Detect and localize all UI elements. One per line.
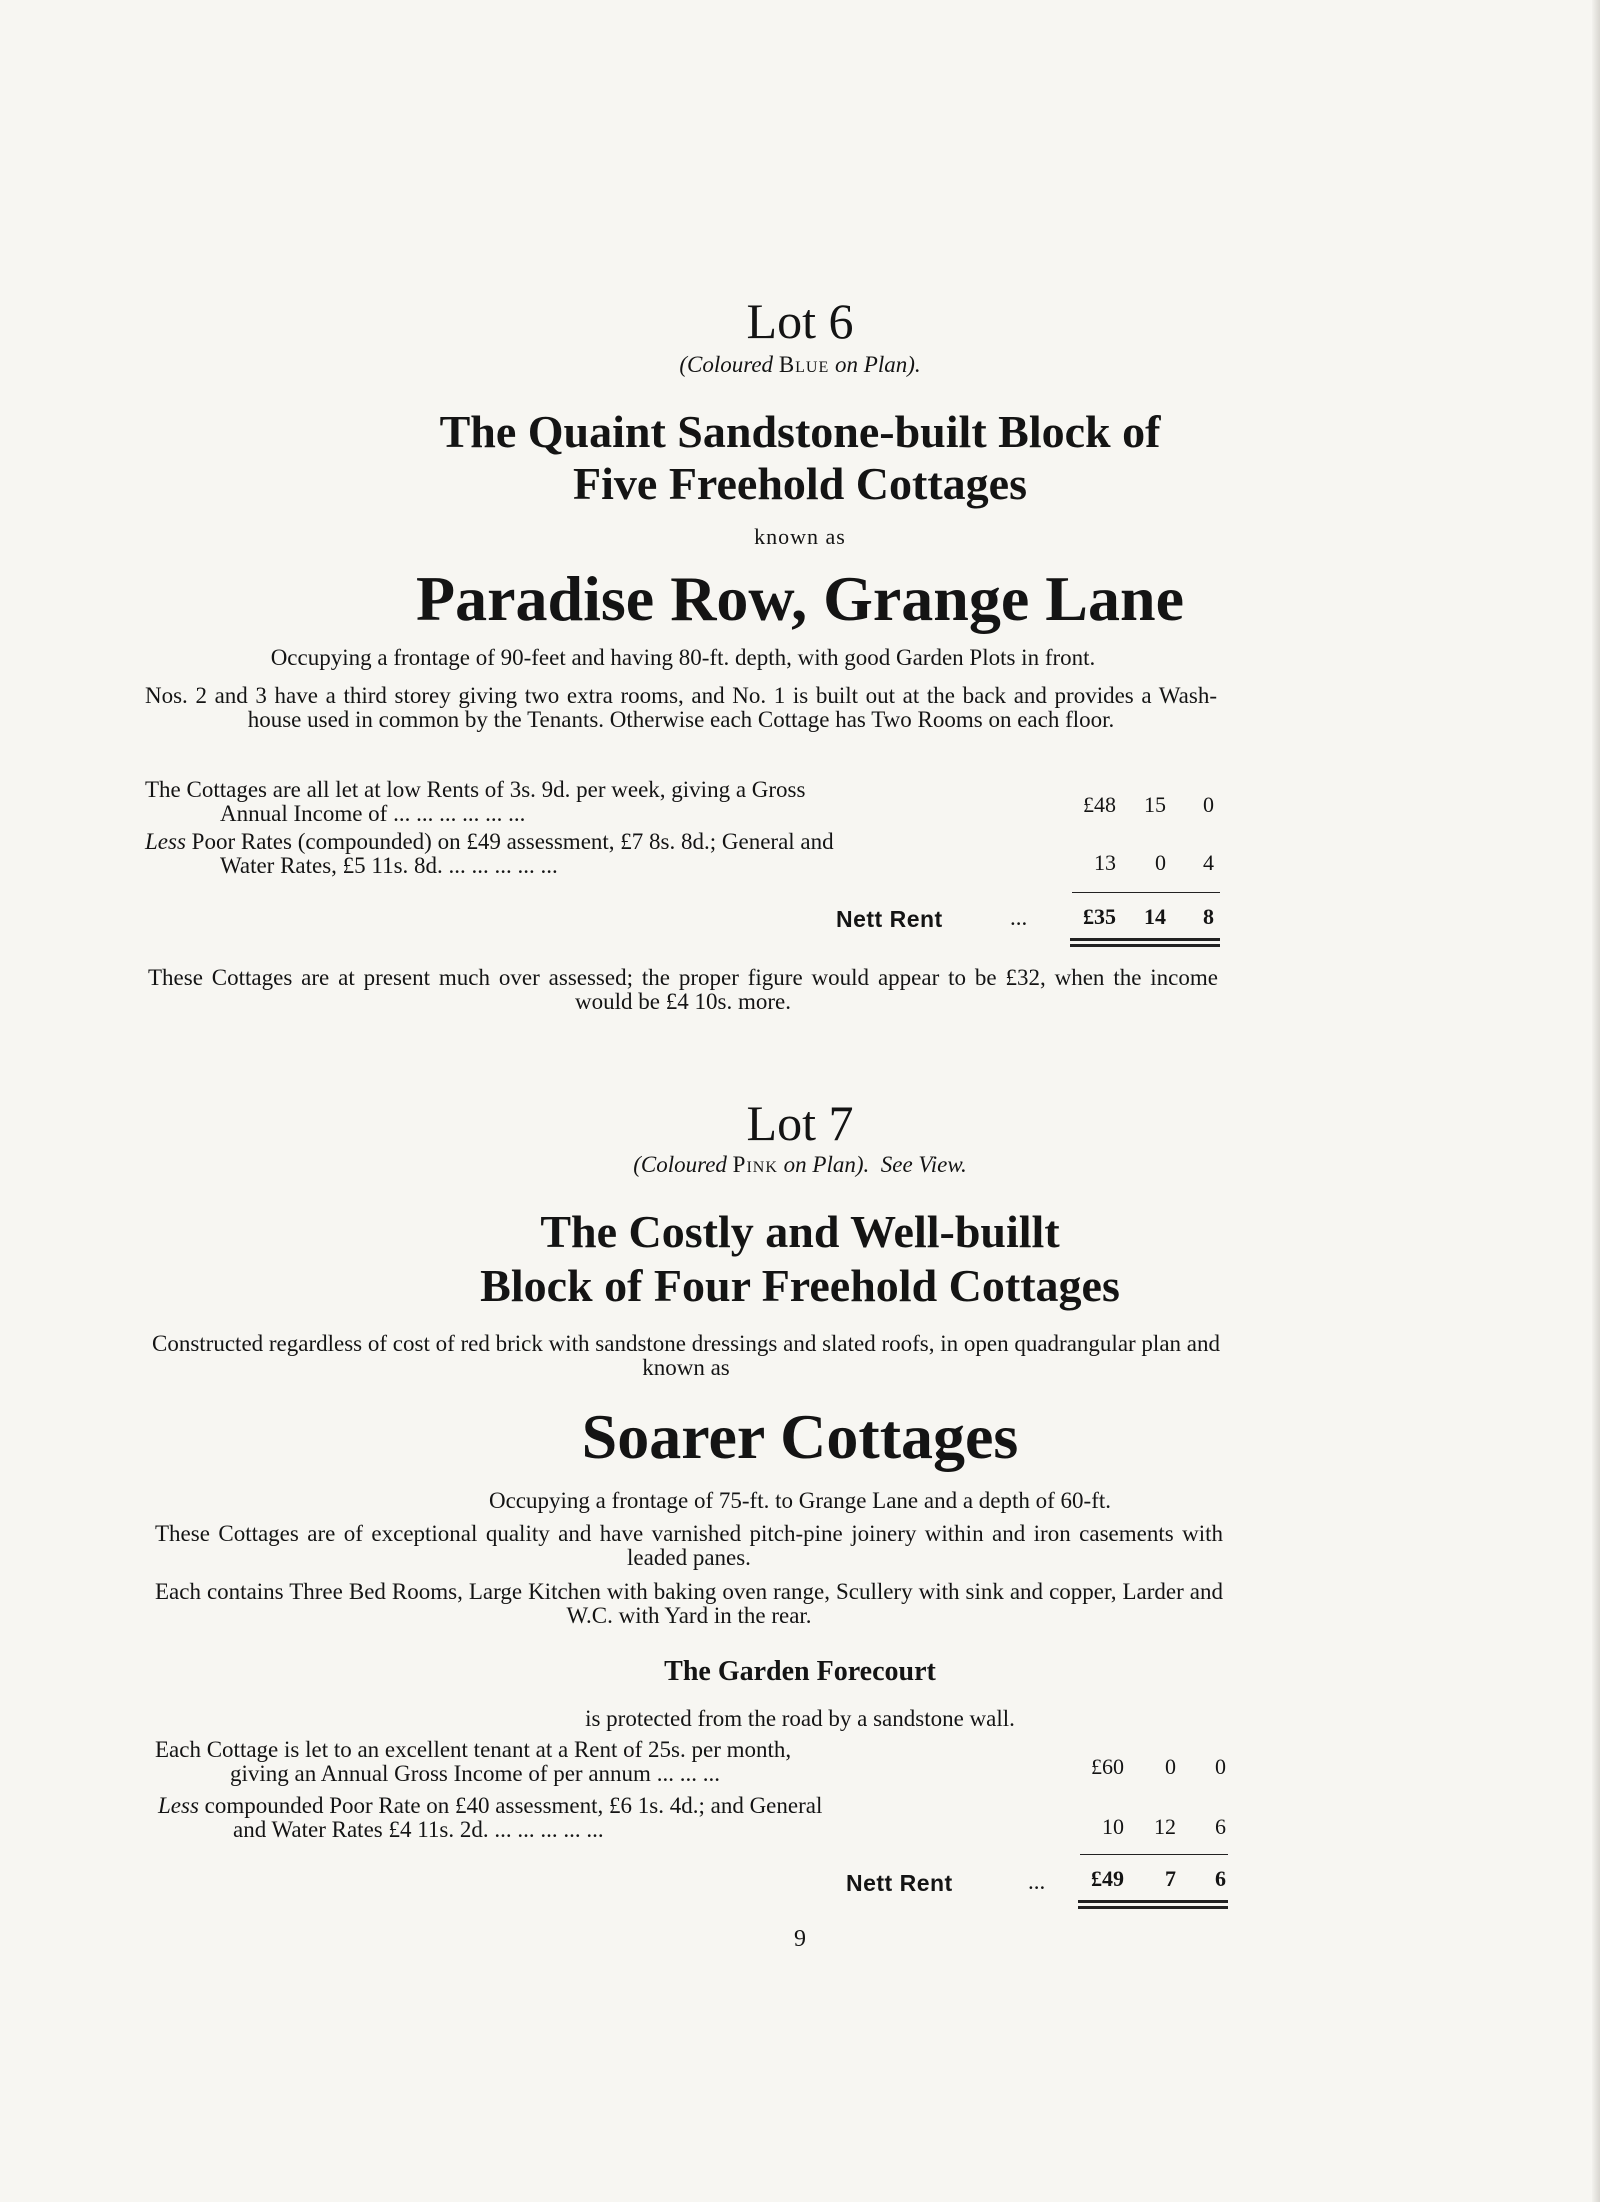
lot7-less-label — [158, 1794, 1058, 1842]
lot6-heading-line1: The Quaint Sandstone-built Block of — [439, 406, 1161, 457]
lot7-income-line2: giving an Annual Gross Income of per annum ... ... ... — [230, 1761, 720, 1786]
lot7-colour-prefix: (Coloured — [633, 1152, 733, 1177]
lot7-total-rule-2 — [1078, 1906, 1228, 1909]
page-number: 9 — [794, 1926, 806, 1952]
lot6-income-line2: Annual Income of ... ... ... ... ... ... — [220, 801, 526, 826]
lot6-heading-line2: Five Freehold Cottages — [573, 458, 1027, 509]
lot7-less-pounds: 10 — [1102, 1814, 1124, 1839]
lot6-less-pence: 4 — [1203, 850, 1214, 875]
lot7-nett-pounds: £49 — [1091, 1866, 1124, 1891]
lot6-less-pounds: 13 — [1094, 850, 1116, 875]
lot7-frontage: Occupying a frontage of 75-ft. to Grange Lane and a depth of 60-ft. — [488, 1488, 1112, 1513]
lot7-colour-suffix: on Plan). — [777, 1152, 870, 1177]
lot6-total-rule-1 — [1070, 938, 1220, 941]
lot6-known-as: known as — [754, 524, 846, 549]
lot7-nett-pence: 6 — [1215, 1866, 1226, 1891]
lot6-nett-pence: 8 — [1203, 904, 1214, 929]
lot6-nett-shillings: 14 — [1144, 904, 1166, 929]
lot7-construction: Constructed regardless of cost of red brick with sandstone dressings and slated roofs, in open quadrangular plan and known as — [152, 1331, 1220, 1380]
lot6-description: Nos. 2 and 3 have a third storey giving two extra rooms, and No. 1 is built out at the back and provides a Wash-house used in common by the Tenants. Otherwise each Cottage has Two Rooms on each floor. — [145, 683, 1217, 732]
lot6-name: Paradise Row, Grange Lane — [416, 563, 1184, 634]
lot7-rooms: Each contains Three Bed Rooms, Large Kitchen with baking oven range, Scullery with sink and copper, Larder and W.C. with Yard in the rear. — [155, 1579, 1223, 1628]
lot6-income-line1: The Cottages are all let at low Rents of 3s. 9d. per week, giving a Gross — [145, 777, 806, 802]
lot7-less-word: Less — [158, 1793, 199, 1818]
lot7-income-shillings: 0 — [1165, 1754, 1176, 1779]
lot7-less-pence: 6 — [1215, 1814, 1226, 1839]
lot6-note: These Cottages are at present much over assessed; the proper figure would appear to be £32, when the income would be £4 10s. more. — [148, 965, 1218, 1014]
lot6-nett-pounds: £35 — [1083, 904, 1116, 929]
lot6-nett-dots: ... — [1010, 905, 1028, 930]
lot6-less-shillings: 0 — [1155, 850, 1166, 875]
lot7-colour-word: Pink — [732, 1152, 778, 1177]
lot7-colour-note — [0, 1152, 1600, 1178]
lot6-less-word: Less — [145, 829, 186, 854]
lot6-title: Lot 6 — [746, 293, 854, 349]
lot7-nett-shillings: 7 — [1165, 1866, 1176, 1891]
lot6-total-rule-2 — [1070, 944, 1220, 947]
lot7-less-line1: compounded Poor Rate on £40 assessment, £6 1s. 4d.; and General — [198, 1793, 823, 1818]
page-edge-shadow — [1592, 0, 1600, 2202]
lot7-less-line2: and Water Rates £4 11s. 2d. ... ... ... ... ... — [233, 1817, 604, 1842]
lot7-less-shillings: 12 — [1154, 1814, 1176, 1839]
lot6-frontage: Occupying a frontage of 90-feet and having 80-ft. depth, with good Garden Plots in front. — [270, 645, 1096, 670]
lot7-title: Lot 7 — [746, 1095, 854, 1151]
lot7-garden-text: is protected from the road by a sandstone wall. — [585, 1706, 1015, 1731]
lot6-colour-suffix: on Plan). — [829, 352, 921, 377]
lot6-income-pounds: £48 — [1083, 792, 1116, 817]
lot6-less-label — [145, 830, 1045, 878]
lot7-nett-label: Nett Rent — [846, 1870, 953, 1896]
lot6-subtotal-rule — [1072, 892, 1220, 893]
lot7-income-pence: 0 — [1215, 1754, 1226, 1779]
lot6-colour-note — [0, 352, 1600, 378]
lot7-quality: These Cottages are of exceptional quality and have varnished pitch-pine joinery within and iron casements with leaded panes. — [155, 1521, 1223, 1570]
lot7-income-pounds: £60 — [1091, 1754, 1124, 1779]
lot6-colour-word: Blue — [778, 352, 830, 377]
lot7-income-label — [155, 1738, 1055, 1786]
lot6-income-pence: 0 — [1203, 792, 1214, 817]
lot7-heading-line1: The Costly and Well-buillt — [540, 1206, 1060, 1257]
lot7-less-text — [158, 1793, 822, 1818]
lot6-less-line1: Poor Rates (compounded) on £49 assessment, £7 8s. 8d.; General and — [185, 829, 834, 854]
lot6-income-shillings: 15 — [1144, 792, 1166, 817]
lot6-income-label — [145, 778, 1045, 826]
lot6-nett-label: Nett Rent — [836, 906, 943, 932]
lot6-colour-prefix: (Coloured — [679, 352, 779, 377]
lot7-garden-heading: The Garden Forecourt — [664, 1656, 936, 1687]
lot7-subtotal-rule — [1080, 1854, 1228, 1855]
lot7-name: Soarer Cottages — [581, 1401, 1019, 1472]
lot7-see-view: See View. — [880, 1152, 967, 1177]
lot7-income-line1: Each Cottage is let to an excellent tenant at a Rent of 25s. per month, — [155, 1737, 792, 1762]
lot6-less-text — [145, 829, 834, 854]
lot7-total-rule-1 — [1078, 1900, 1228, 1903]
lot6-less-line2: Water Rates, £5 11s. 8d. ... ... ... ... ... — [220, 853, 558, 878]
lot7-heading-line2: Block of Four Freehold Cottages — [480, 1260, 1120, 1311]
lot7-nett-dots: ... — [1028, 1869, 1046, 1894]
